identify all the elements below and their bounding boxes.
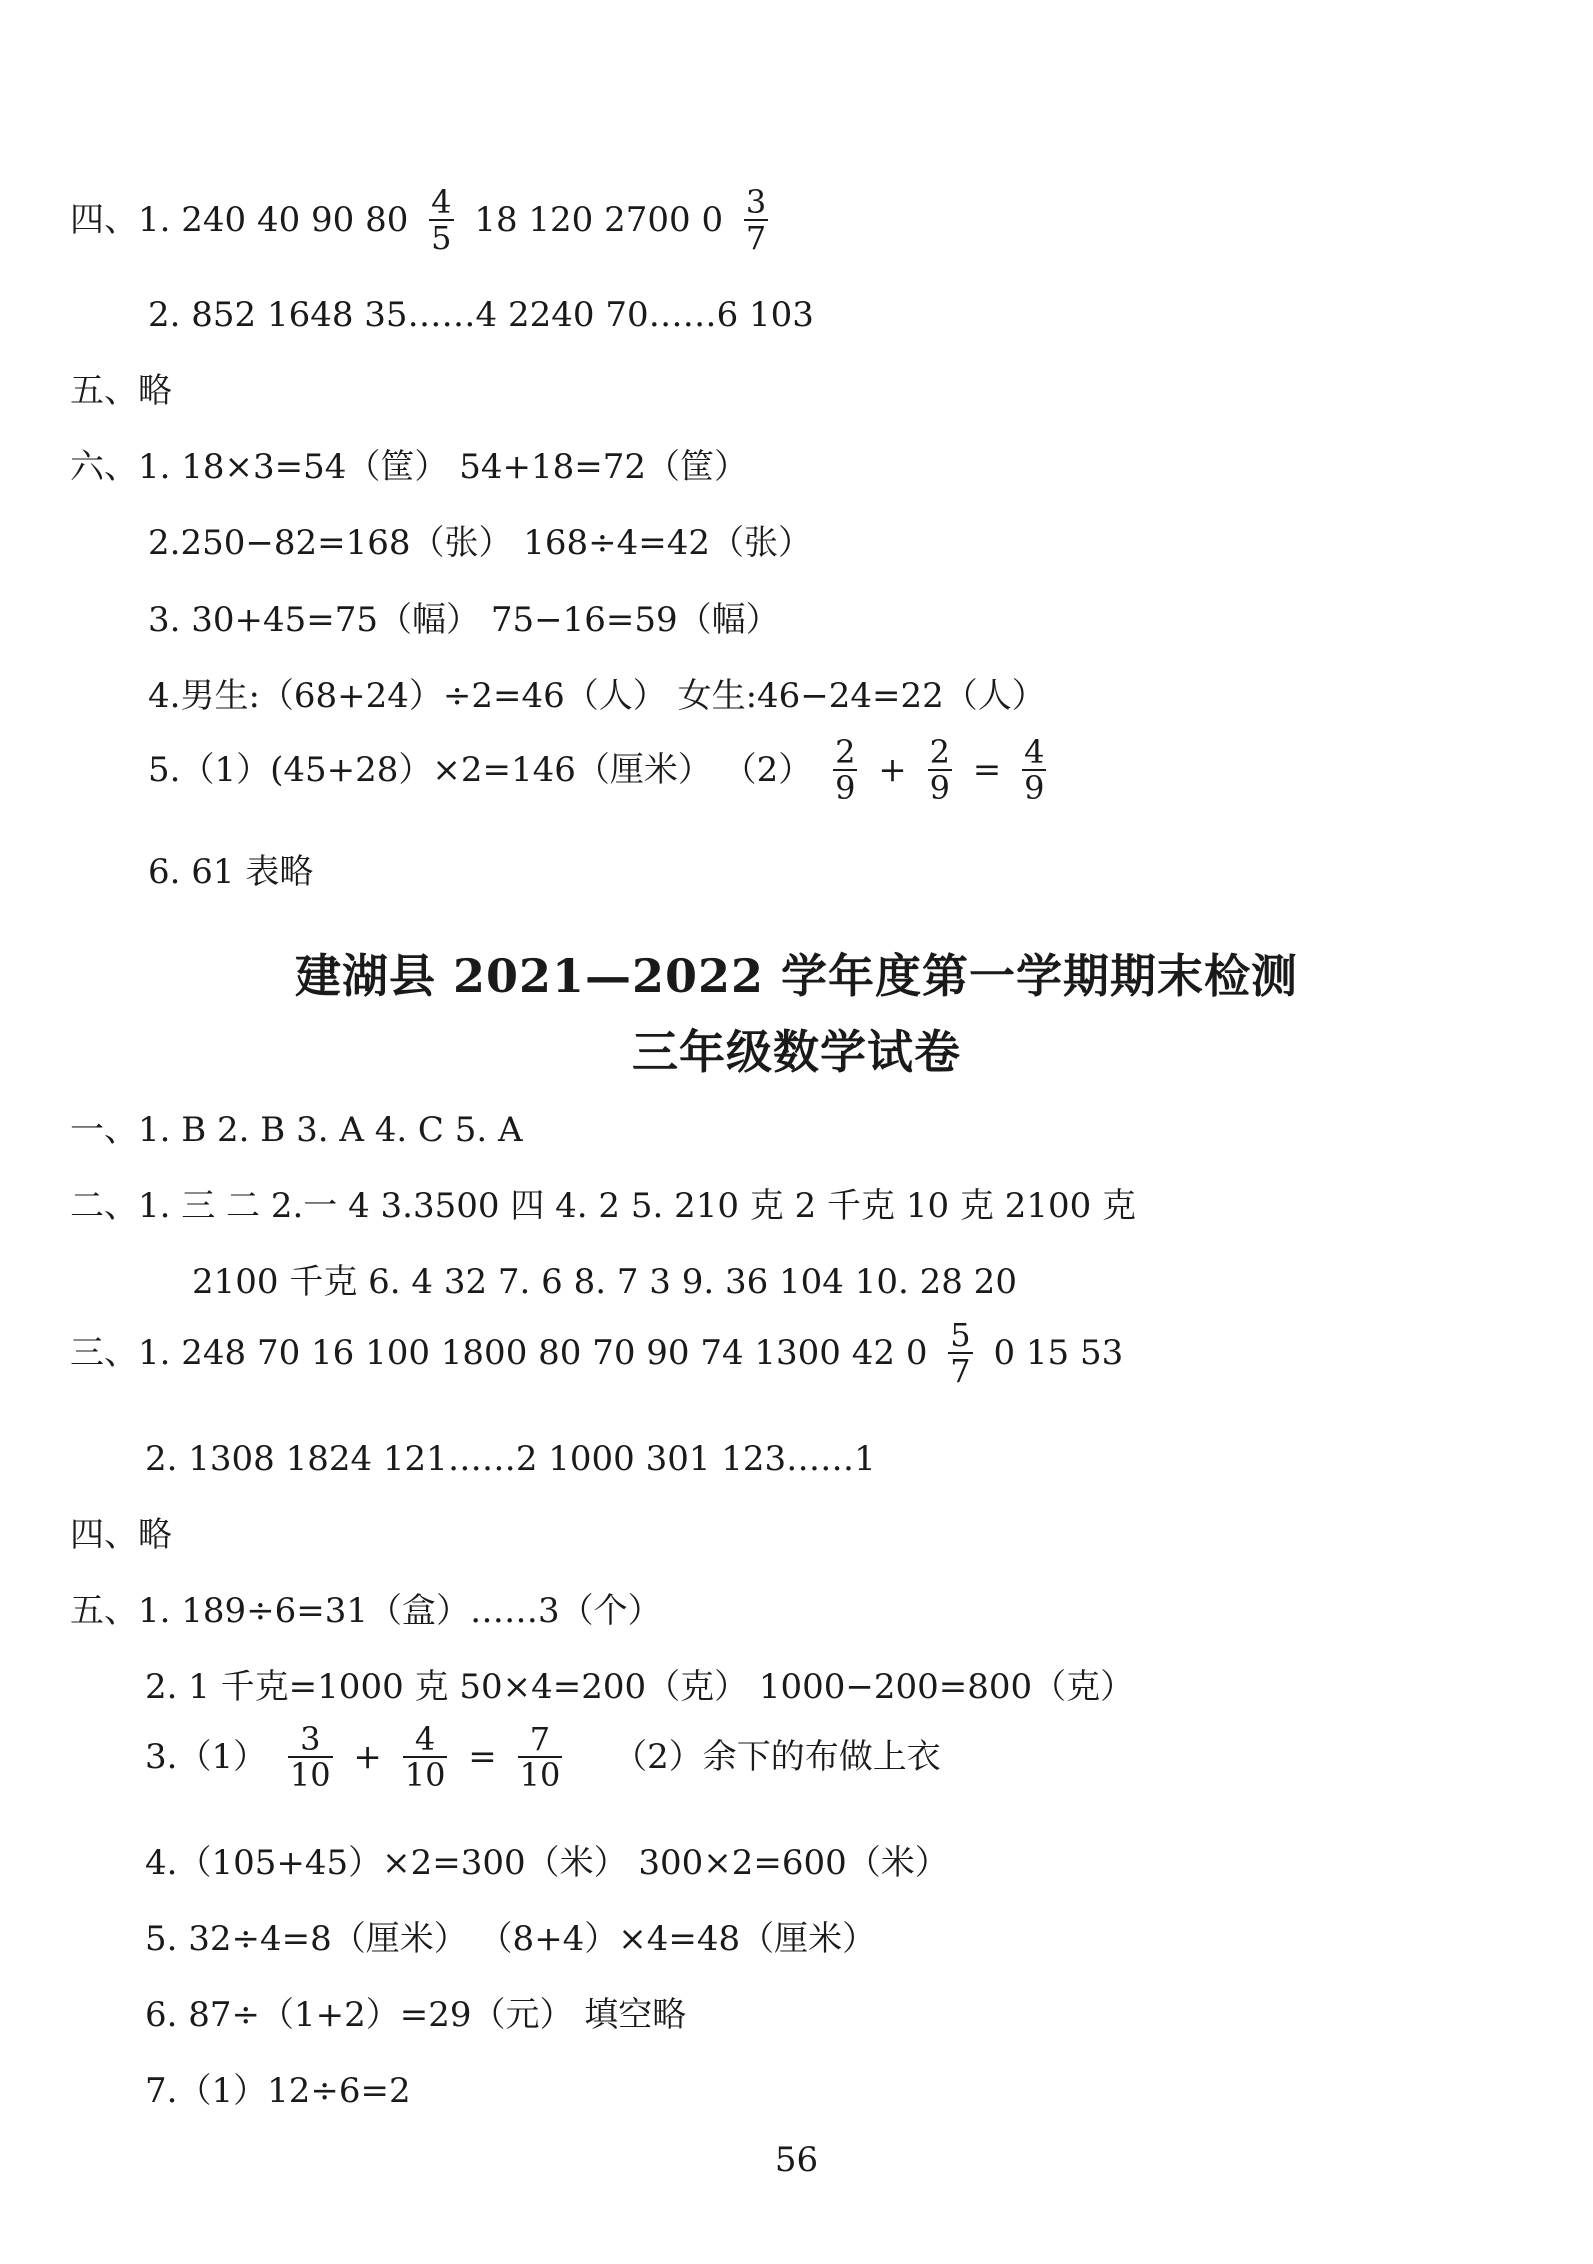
equals-sign: = xyxy=(468,1737,497,1777)
answer-text: 5.（1）(45+28）×2=146（厘米） （2） xyxy=(148,750,813,790)
fraction-denominator: 7 xyxy=(745,219,767,257)
answer-line-4-2: 2. 852 1648 35……4 2240 70……6 103 xyxy=(148,295,814,335)
page-title: 建湖县 2021—2022 学年度第一学期期末检测 xyxy=(294,949,1299,1003)
fraction-denominator: 10 xyxy=(519,1756,561,1794)
answer-line-2a: 二、1. 三 二 2.一 4 3.3500 四 4. 2 5. 210 克 2 千克 10 克 2100 克 xyxy=(70,1186,1137,1226)
answer-line-6-2: 2.250−82=168（张） 168÷4=42（张） xyxy=(148,523,813,563)
fraction-denominator: 9 xyxy=(835,769,856,807)
fraction xyxy=(429,185,453,255)
fraction xyxy=(288,1722,333,1792)
fraction-denominator: 7 xyxy=(950,1352,971,1390)
fraction xyxy=(744,185,768,255)
equals-sign: = xyxy=(972,750,1002,790)
fraction-denominator: 10 xyxy=(289,1756,331,1794)
page-number: 56 xyxy=(774,2140,819,2180)
plus-sign: + xyxy=(353,1737,382,1777)
answer-line-5-1: 五、1. 189÷6=31（盒）……3（个） xyxy=(70,1591,662,1631)
answer-line-6-4: 4.男生:（68+24）÷2=46（人） 女生:46−24=22（人） xyxy=(148,676,1046,716)
fraction xyxy=(948,1318,972,1388)
answer-line-3-1 xyxy=(70,1318,1123,1388)
fraction xyxy=(833,735,857,805)
fraction-numerator: 3 xyxy=(745,183,767,221)
answer-text: 0 15 53 xyxy=(993,1333,1124,1373)
answer-line-6-6: 6. 61 表略 xyxy=(148,852,314,892)
answer-line-6-5 xyxy=(148,735,1056,805)
answer-text: 四、1. 240 40 90 80 xyxy=(70,200,409,240)
fraction-denominator: 10 xyxy=(404,1756,446,1794)
fraction xyxy=(1022,735,1046,805)
answer-text: （2）余下的布做上衣 xyxy=(613,1737,941,1777)
answer-line-4: 四、略 xyxy=(70,1515,172,1555)
answer-line-5: 五、略 xyxy=(70,371,172,411)
answer-line-5-2: 2. 1 千克=1000 克 50×4=200（克） 1000−200=800（克） xyxy=(145,1667,1135,1707)
fraction-numerator: 4 xyxy=(431,183,452,221)
fraction-numerator: 2 xyxy=(929,733,950,771)
fraction-denominator: 9 xyxy=(929,769,950,807)
answer-text: 三、1. 248 70 16 100 1800 80 70 90 74 1300 42 0 xyxy=(70,1333,928,1373)
fraction xyxy=(928,735,952,805)
answer-text: 18 120 2700 0 xyxy=(474,200,724,240)
answer-line-6-3: 3. 30+45=75（幅） 75−16=59（幅） xyxy=(148,600,780,640)
answer-line-5-7: 7.（1）12÷6=2 xyxy=(145,2071,411,2111)
fraction-numerator: 5 xyxy=(950,1316,971,1354)
answer-line-5-4: 4.（105+45）×2=300（米） 300×2=600（米） xyxy=(145,1843,949,1883)
fraction-numerator: 3 xyxy=(288,1722,333,1758)
plus-sign: + xyxy=(878,750,907,790)
answer-text: 3.（1） xyxy=(145,1737,268,1777)
fraction-numerator: 2 xyxy=(835,733,856,771)
fraction-numerator: 7 xyxy=(518,1722,563,1758)
fraction-numerator: 4 xyxy=(1024,733,1045,771)
answer-line-3-2: 2. 1308 1824 121……2 1000 301 123……1 xyxy=(145,1439,876,1479)
answer-line-5-3 xyxy=(145,1722,941,1792)
fraction xyxy=(518,1722,563,1792)
answer-line-1: 一、1. B 2. B 3. A 4. C 5. A xyxy=(70,1110,523,1150)
fraction xyxy=(403,1722,448,1792)
answer-line-6-1: 六、1. 18×3=54（筐） 54+18=72（筐） xyxy=(70,447,748,487)
fraction-denominator: 9 xyxy=(1024,769,1045,807)
fraction-numerator: 4 xyxy=(403,1722,448,1758)
page-subtitle: 三年级数学试卷 xyxy=(632,1025,961,1079)
answer-line-4-1 xyxy=(70,185,778,255)
fraction-denominator: 5 xyxy=(431,219,452,257)
answer-line-5-5: 5. 32÷4=8（厘米） （8+4）×4=48（厘米） xyxy=(145,1919,877,1959)
answer-line-5-6: 6. 87÷（1+2）=29（元） 填空略 xyxy=(145,1995,687,2035)
answer-line-2b: 2100 千克 6. 4 32 7. 6 8. 7 3 9. 36 104 10. 28 20 xyxy=(192,1262,1017,1302)
